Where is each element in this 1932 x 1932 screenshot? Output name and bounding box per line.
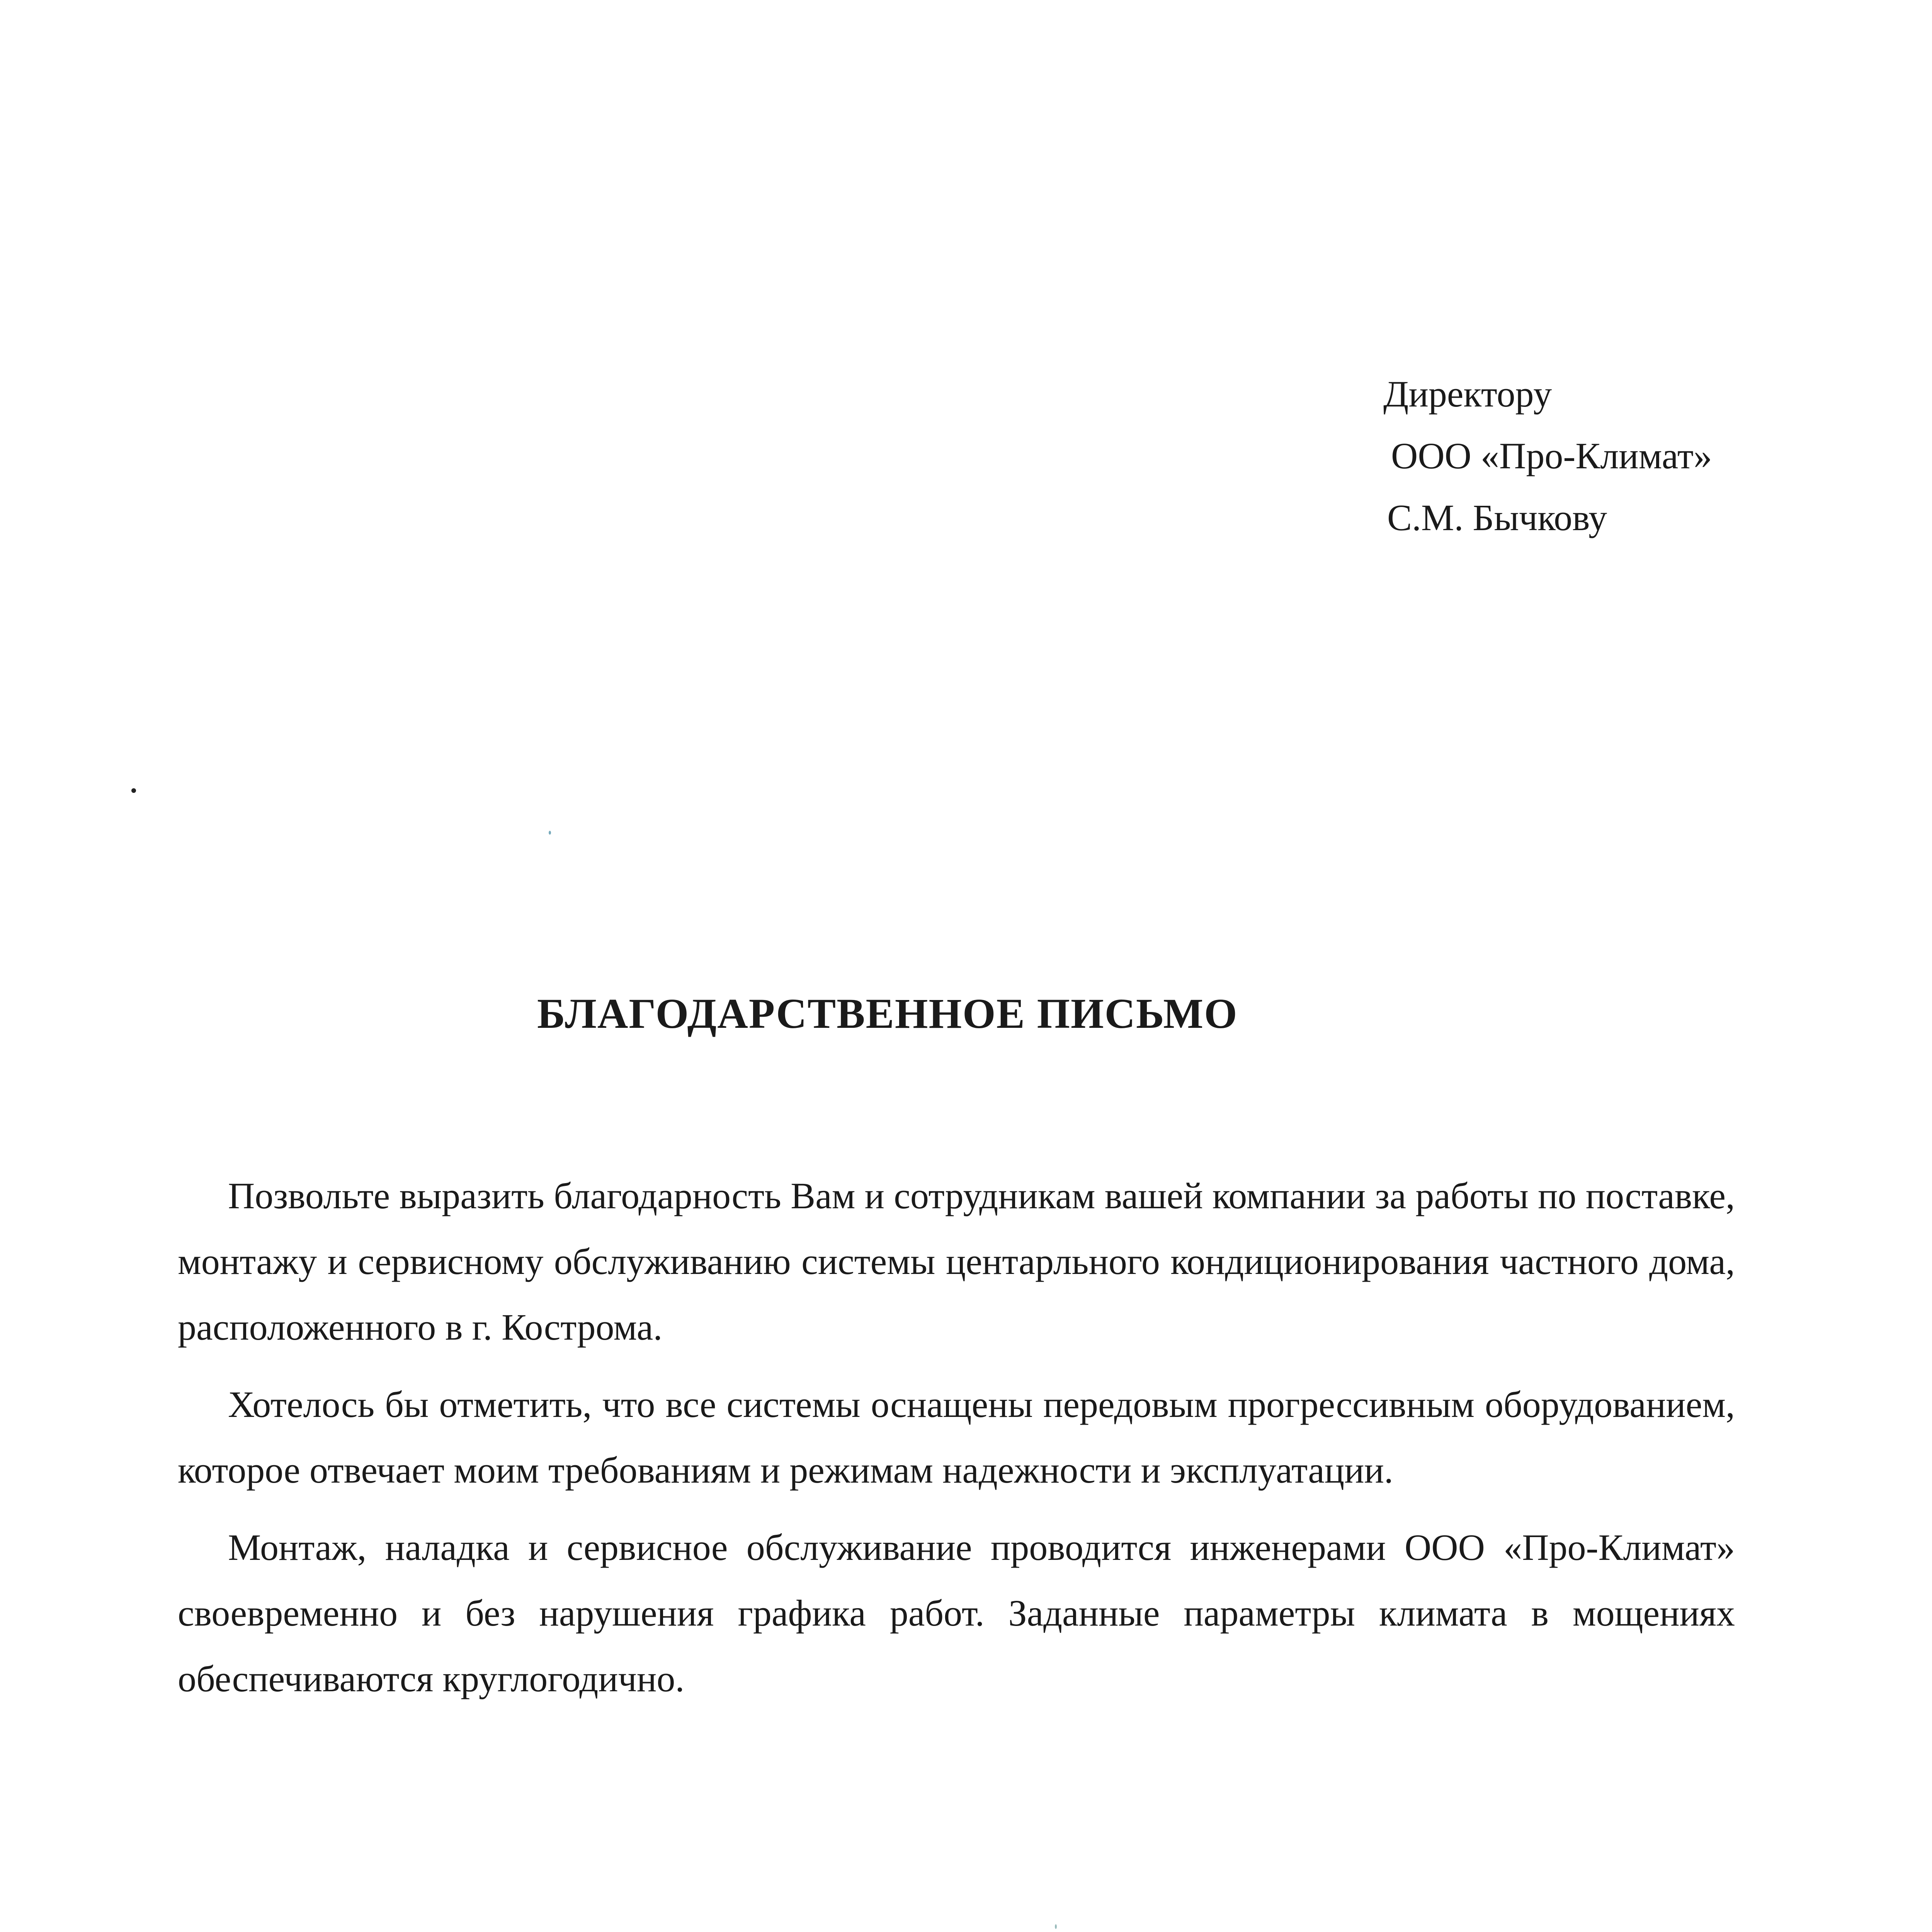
scan-speck xyxy=(131,788,136,793)
body-paragraph-3: Монтаж, наладка и сервисное обслуживание проводится инженерами ООО «Про-Климат» своевременно и без нарушения графика работ. Заданные параметры климата в мощениях обеспечиваются круглогодично. xyxy=(178,1527,1735,1699)
letter-body xyxy=(178,1163,1735,1723)
addressee-position: Директору xyxy=(1383,373,1552,415)
body-paragraph-1: Позвольте выразить благодарность Вам и сотрудникам вашей компании за работы по поставке, монтажу и сервисному обслуживанию системы центарльного кондиционирования частного дома, расположенного в г. Кострома. xyxy=(178,1175,1735,1348)
addressee-name: С.М. Бычкову xyxy=(1387,497,1607,538)
letter-title: БЛАГОДАРСТВЕННОЕ ПИСЬМО xyxy=(537,990,1238,1037)
scan-speck xyxy=(549,831,551,835)
addressee-block xyxy=(1383,363,1712,549)
body-paragraph-2: Хотелось бы отметить, что все системы оснащены передовым прогрессивным оборудованием, которое отвечает моим требованиям и режимам надежности и эксплуатации. xyxy=(178,1384,1735,1491)
scan-speck xyxy=(1055,1924,1057,1929)
addressee-company: ООО «Про-Климат» xyxy=(1391,435,1712,476)
